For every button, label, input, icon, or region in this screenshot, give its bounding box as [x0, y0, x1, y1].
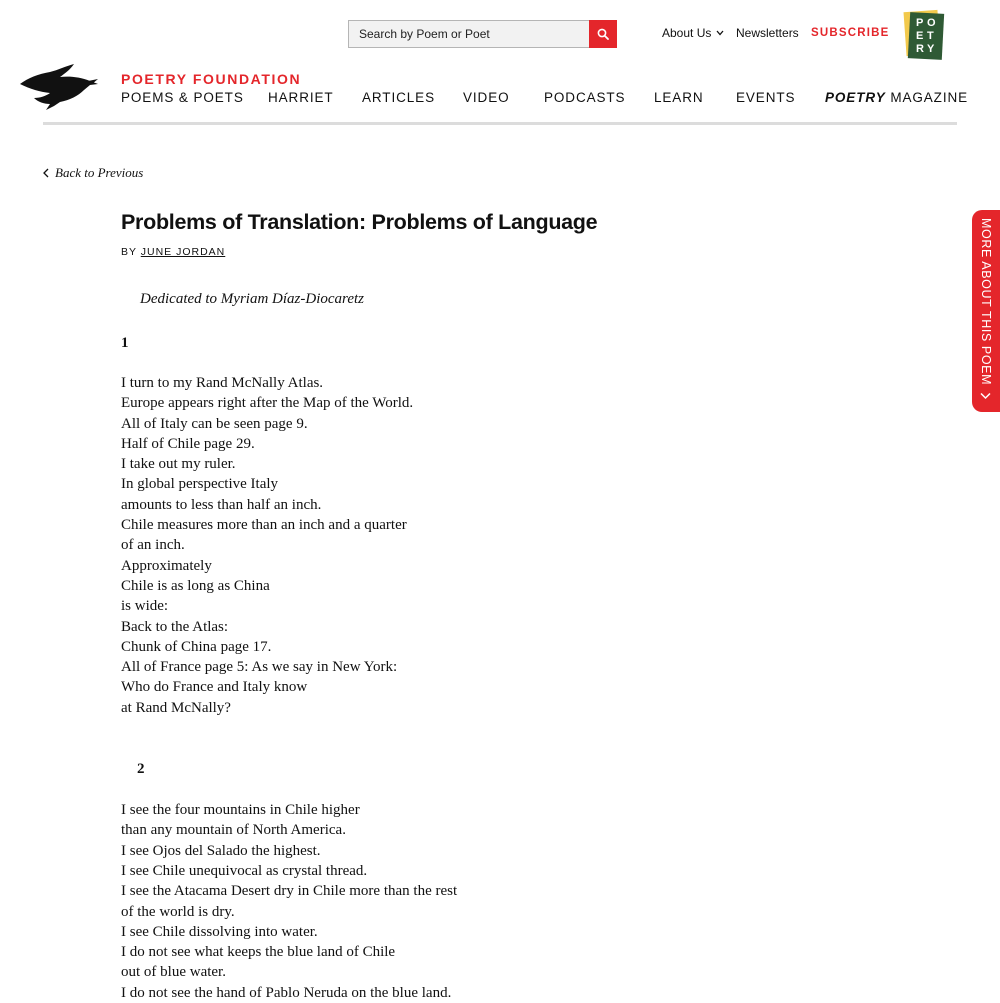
nav-poetry-magazine[interactable]	[825, 90, 968, 105]
poem-line: I see Chile unequivocal as crystal thread.	[121, 862, 368, 879]
nav-poetry-magazine-em: POETRY	[825, 90, 886, 105]
poem-line: I take out my ruler.	[121, 456, 236, 473]
nav-poems-poets[interactable]: POEMS & POETS	[121, 90, 244, 105]
nav-articles[interactable]: ARTICLES	[362, 90, 435, 105]
poem-line: I do not see the hand of Pablo Neruda on the blue land.	[121, 984, 452, 1001]
poem-line: Europe appears right after the Map of the World.	[121, 395, 414, 412]
poem-line: out of blue water.	[121, 964, 226, 981]
section-2-lines	[121, 800, 621, 1003]
search-button[interactable]	[589, 20, 617, 48]
poem-line: Chile measures more than an inch and a quarter	[121, 517, 407, 534]
poem-line: of the world is dry.	[121, 903, 235, 920]
poem-line: In global perspective Italy	[121, 476, 279, 493]
poem-line: Back to the Atlas:	[121, 618, 229, 635]
more-about-poem-label: MORE ABOUT THIS POEM	[979, 218, 993, 386]
badge-letter-r: R	[916, 43, 924, 55]
subscribe-link[interactable]: SUBSCRIBE	[811, 27, 890, 39]
byline	[121, 246, 225, 258]
nav-events[interactable]: EVENTS	[736, 90, 796, 105]
poem-line: of an inch.	[121, 537, 185, 554]
author-link[interactable]: JUNE JORDAN	[140, 246, 226, 258]
nav-learn[interactable]: LEARN	[654, 90, 704, 105]
poem-line: Chunk of China page 17.	[121, 638, 272, 655]
badge-letter-p: P	[916, 17, 924, 29]
section-1-lines	[121, 373, 621, 718]
poem-dedication: Dedicated to Myriam Díaz-Diocaretz	[140, 291, 364, 307]
poem-line: I see Chile dissolving into water.	[121, 923, 318, 940]
nav-divider	[43, 122, 957, 125]
search-form	[348, 20, 617, 48]
chevron-down-icon	[980, 392, 991, 400]
poem-line: is wide:	[121, 598, 169, 615]
chevron-down-icon	[716, 30, 724, 36]
section-number-1: 1	[121, 335, 129, 351]
pegasus-logo-icon[interactable]	[18, 62, 100, 112]
poem-line: Half of Chile page 29.	[121, 435, 255, 452]
poem-line: I see the four mountains in Chile higher	[121, 802, 360, 819]
badge-letter-y: Y	[927, 43, 935, 55]
poem-line: Who do France and Italy know	[121, 679, 308, 696]
poem-line: I do not see what keeps the blue land of Chile	[121, 944, 396, 961]
poem-body	[121, 289, 621, 1003]
nav-harriet[interactable]: HARRIET	[268, 90, 334, 105]
nav-podcasts[interactable]: PODCASTS	[544, 90, 626, 105]
chevron-left-icon	[43, 168, 49, 178]
nav-poetry-magazine-rest: MAGAZINE	[885, 90, 969, 105]
poem-line: I see the Atacama Desert dry in Chile more than the rest	[121, 883, 458, 900]
by-label: BY	[121, 246, 137, 258]
poem-line: than any mountain of North America.	[121, 822, 346, 839]
nav-video[interactable]: VIDEO	[463, 90, 510, 105]
poem-line: amounts to less than half an inch.	[121, 496, 322, 513]
about-us-label: About Us	[662, 26, 712, 40]
poem-title: Problems of Translation: Problems of Language	[121, 210, 598, 234]
section-number-2: 2	[137, 761, 145, 778]
poetry-magazine-badge-icon[interactable]	[902, 9, 946, 61]
search-input[interactable]	[348, 20, 589, 48]
poem-line: I turn to my Rand McNally Atlas.	[121, 375, 324, 391]
poem-line: I see Ojos del Salado the highest.	[121, 842, 321, 859]
newsletters-link[interactable]: Newsletters	[736, 26, 799, 40]
poem-line: All of Italy can be seen page 9.	[121, 415, 308, 432]
about-us-menu[interactable]	[662, 26, 724, 40]
search-icon	[597, 28, 609, 40]
badge-letter-t: T	[927, 30, 934, 42]
poem-line: All of France page 5: As we say in New York:	[121, 659, 398, 676]
badge-letter-o: O	[927, 17, 936, 29]
poem-line: Approximately	[121, 557, 212, 574]
back-to-previous-link[interactable]	[43, 165, 143, 181]
more-about-poem-tab[interactable]	[972, 210, 1000, 412]
org-name[interactable]: POETRY FOUNDATION	[121, 71, 302, 87]
poem-line: at Rand McNally?	[121, 699, 231, 716]
poem-line: Chile is as long as China	[121, 577, 270, 594]
back-label: Back to Previous	[55, 165, 144, 180]
badge-letter-e: E	[916, 30, 924, 42]
